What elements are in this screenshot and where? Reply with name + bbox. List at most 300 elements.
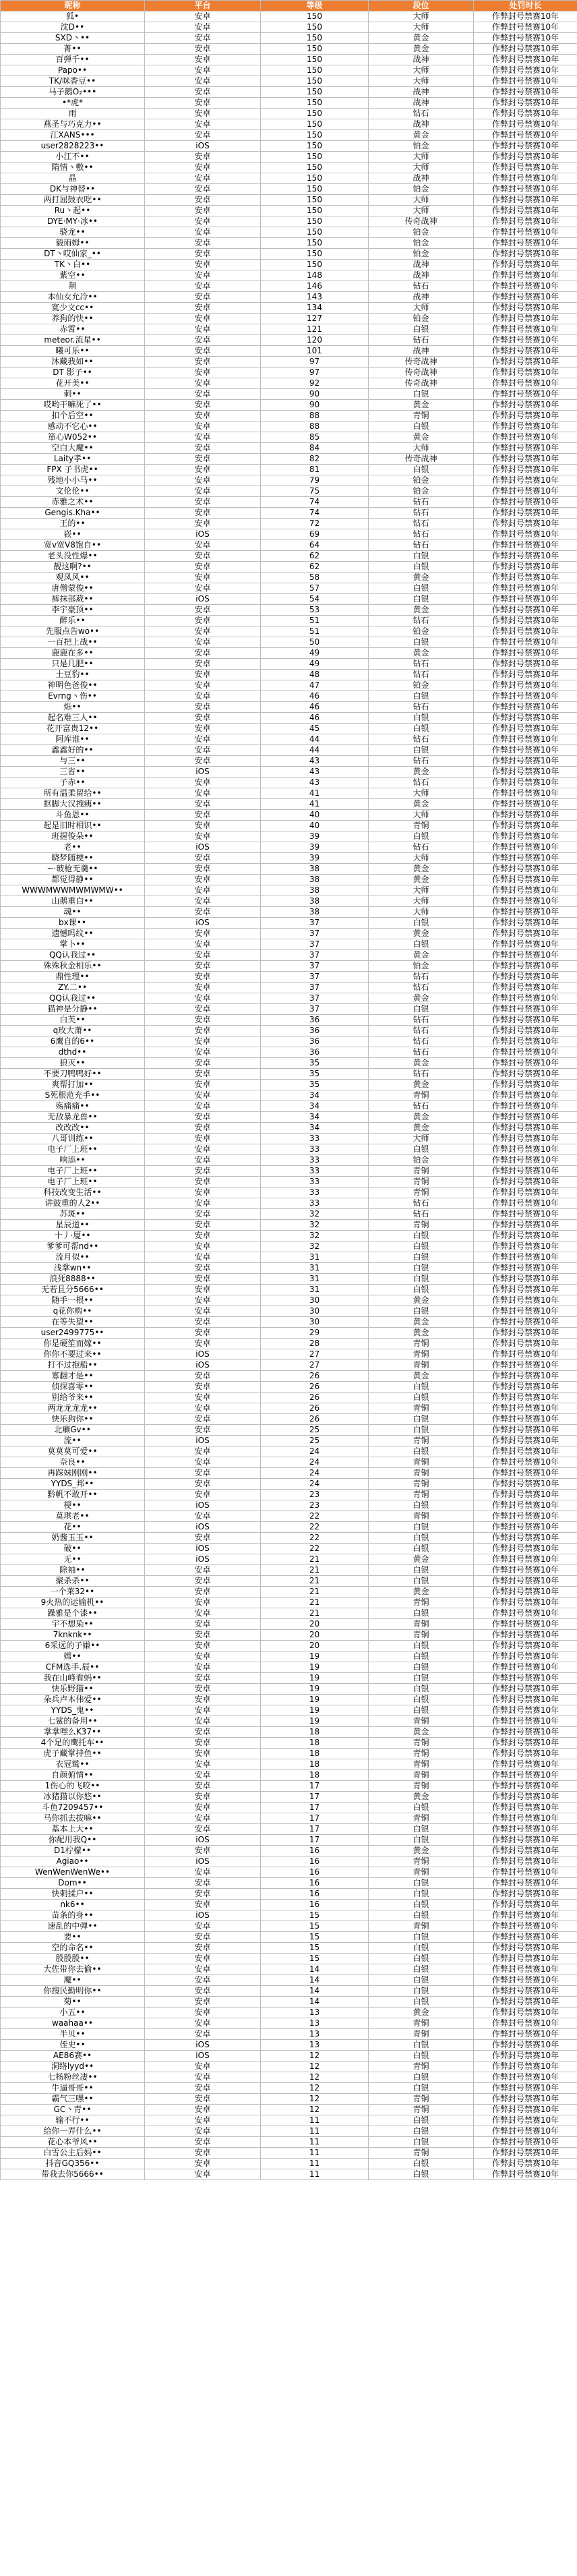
cell-level: 32 bbox=[261, 1209, 369, 1220]
cell-rank: 铂金 bbox=[369, 184, 474, 195]
cell-nickname: bx课•• bbox=[1, 918, 145, 929]
table-row bbox=[1, 1500, 577, 1511]
cell-level: 150 bbox=[261, 119, 369, 130]
table-row bbox=[1, 1403, 577, 1414]
table-row bbox=[1, 1964, 577, 1975]
cell-level: 31 bbox=[261, 1263, 369, 1274]
cell-rank: 青铜 bbox=[369, 1188, 474, 1198]
cell-platform: 安卓 bbox=[145, 400, 261, 411]
cell-rank: 大师 bbox=[369, 303, 474, 314]
cell-platform: 安卓 bbox=[145, 1878, 261, 1889]
cell-nickname: 输不行•• bbox=[1, 2115, 145, 2126]
cell-penalty: 作弊封号禁赛10年 bbox=[474, 1188, 577, 1198]
table-row bbox=[1, 907, 577, 918]
cell-level: 26 bbox=[261, 1393, 369, 1403]
cell-penalty: 作弊封号禁赛10年 bbox=[474, 1576, 577, 1587]
cell-platform: 安卓 bbox=[145, 1306, 261, 1317]
cell-level: 48 bbox=[261, 670, 369, 680]
cell-level: 13 bbox=[261, 2018, 369, 2029]
cell-platform: 安卓 bbox=[145, 1069, 261, 1080]
cell-penalty: 作弊封号禁赛10年 bbox=[474, 292, 577, 303]
table-row bbox=[1, 983, 577, 993]
cell-platform: 安卓 bbox=[145, 1587, 261, 1598]
cell-platform: 安卓 bbox=[145, 1695, 261, 1705]
cell-level: 134 bbox=[261, 303, 369, 314]
cell-level: 32 bbox=[261, 1241, 369, 1252]
cell-rank: 青铜 bbox=[369, 1630, 474, 1641]
cell-nickname: 先服点告wo•• bbox=[1, 626, 145, 637]
cell-rank: 钻石 bbox=[369, 983, 474, 993]
cell-nickname: 霸气三嘿•• bbox=[1, 2094, 145, 2105]
cell-nickname: Laity孝•• bbox=[1, 454, 145, 465]
cell-level: 18 bbox=[261, 1770, 369, 1781]
cell-platform: 安卓 bbox=[145, 810, 261, 821]
cell-rank: 白银 bbox=[369, 1241, 474, 1252]
table-row bbox=[1, 1490, 577, 1500]
cell-penalty: 作弊封号禁赛10年 bbox=[474, 810, 577, 821]
cell-penalty: 作弊封号禁赛10年 bbox=[474, 529, 577, 540]
table-row bbox=[1, 1123, 577, 1134]
cell-penalty: 作弊封号禁赛10年 bbox=[474, 281, 577, 292]
table-row bbox=[1, 1436, 577, 1446]
cell-level: 21 bbox=[261, 1598, 369, 1608]
table-row bbox=[1, 1770, 577, 1781]
cell-level: 15 bbox=[261, 1954, 369, 1964]
cell-level: 15 bbox=[261, 1943, 369, 1954]
cell-platform: 安卓 bbox=[145, 1317, 261, 1328]
cell-platform: 安卓 bbox=[145, 1393, 261, 1403]
cell-rank: 青铜 bbox=[369, 2148, 474, 2159]
cell-penalty: 作弊封号禁赛10年 bbox=[474, 1565, 577, 1576]
cell-level: 150 bbox=[261, 184, 369, 195]
table-row bbox=[1, 864, 577, 875]
table-row bbox=[1, 1900, 577, 1910]
cell-level: 25 bbox=[261, 1425, 369, 1436]
cell-level: 84 bbox=[261, 443, 369, 454]
cell-nickname: 一百把上战•• bbox=[1, 637, 145, 648]
cell-penalty: 作弊封号禁赛10年 bbox=[474, 2094, 577, 2105]
cell-level: 37 bbox=[261, 918, 369, 929]
cell-penalty: 作弊封号禁赛10年 bbox=[474, 44, 577, 55]
cell-penalty: 作弊封号禁赛10年 bbox=[474, 2008, 577, 2018]
cell-penalty: 作弊封号禁赛10年 bbox=[474, 1047, 577, 1058]
cell-platform: 安卓 bbox=[145, 1598, 261, 1608]
cell-level: 15 bbox=[261, 1932, 369, 1943]
cell-penalty: 作弊封号禁赛10年 bbox=[474, 670, 577, 680]
cell-penalty: 作弊封号禁赛10年 bbox=[474, 702, 577, 713]
cell-level: 35 bbox=[261, 1080, 369, 1090]
cell-level: 23 bbox=[261, 1500, 369, 1511]
table-row bbox=[1, 1285, 577, 1295]
table-row bbox=[1, 1112, 577, 1123]
cell-level: 39 bbox=[261, 853, 369, 864]
cell-platform: 安卓 bbox=[145, 864, 261, 875]
cell-rank: 白银 bbox=[369, 1889, 474, 1900]
cell-penalty: 作弊封号禁赛10年 bbox=[474, 2159, 577, 2169]
cell-level: 97 bbox=[261, 357, 369, 368]
cell-rank: 大师 bbox=[369, 163, 474, 173]
cell-platform: iOS bbox=[145, 594, 261, 605]
cell-nickname: 斗鱼7209457•• bbox=[1, 1803, 145, 1813]
cell-platform: 安卓 bbox=[145, 314, 261, 324]
cell-rank: 青铜 bbox=[369, 1349, 474, 1360]
cell-level: 24 bbox=[261, 1468, 369, 1479]
cell-platform: 安卓 bbox=[145, 745, 261, 756]
table-row bbox=[1, 1393, 577, 1403]
cell-penalty: 作弊封号禁赛10年 bbox=[474, 55, 577, 65]
cell-level: 11 bbox=[261, 2115, 369, 2126]
cell-rank: 青铜 bbox=[369, 821, 474, 831]
cell-level: 88 bbox=[261, 421, 369, 432]
table-row bbox=[1, 961, 577, 972]
cell-penalty: 作弊封号禁赛10年 bbox=[474, 1393, 577, 1403]
cell-nickname: 给你一弄什么•• bbox=[1, 2126, 145, 2137]
cell-level: 146 bbox=[261, 281, 369, 292]
table-row bbox=[1, 141, 577, 152]
cell-penalty: 作弊封号禁赛10年 bbox=[474, 983, 577, 993]
cell-platform: 安卓 bbox=[145, 2094, 261, 2105]
cell-platform: 安卓 bbox=[145, 173, 261, 184]
cell-penalty: 作弊封号禁赛10年 bbox=[474, 1155, 577, 1166]
cell-rank: 白银 bbox=[369, 2126, 474, 2137]
cell-rank: 青铜 bbox=[369, 1759, 474, 1770]
cell-rank: 黄金 bbox=[369, 799, 474, 810]
cell-platform: 安卓 bbox=[145, 907, 261, 918]
cell-penalty: 作弊封号禁赛10年 bbox=[474, 216, 577, 227]
cell-level: 16 bbox=[261, 1878, 369, 1889]
cell-platform: 安卓 bbox=[145, 2148, 261, 2159]
cell-rank: 白银 bbox=[369, 1900, 474, 1910]
cell-level: 21 bbox=[261, 1587, 369, 1598]
cell-rank: 白银 bbox=[369, 1393, 474, 1403]
table-row bbox=[1, 702, 577, 713]
cell-platform: 安卓 bbox=[145, 1177, 261, 1188]
cell-platform: 安卓 bbox=[145, 1727, 261, 1738]
cell-platform: 安卓 bbox=[145, 1371, 261, 1382]
table-row bbox=[1, 1058, 577, 1069]
cell-platform: 安卓 bbox=[145, 1155, 261, 1166]
cell-nickname: 你你不要过来•• bbox=[1, 1349, 145, 1360]
cell-nickname: 无敌暴龙兽•• bbox=[1, 1112, 145, 1123]
cell-level: 150 bbox=[261, 260, 369, 270]
cell-level: 36 bbox=[261, 1047, 369, 1058]
cell-rank: 青铜 bbox=[369, 1360, 474, 1371]
cell-level: 150 bbox=[261, 249, 369, 260]
cell-penalty: 作弊封号禁赛10年 bbox=[474, 346, 577, 357]
cell-rank: 钻石 bbox=[369, 497, 474, 508]
cell-level: 15 bbox=[261, 1921, 369, 1932]
cell-rank: 黄金 bbox=[369, 1080, 474, 1090]
table-row bbox=[1, 573, 577, 583]
cell-rank: 白银 bbox=[369, 2040, 474, 2051]
table-row bbox=[1, 2008, 577, 2018]
cell-platform: 安卓 bbox=[145, 626, 261, 637]
table-row bbox=[1, 929, 577, 939]
cell-penalty: 作弊封号禁赛10年 bbox=[474, 260, 577, 270]
cell-level: 150 bbox=[261, 55, 369, 65]
header-platform: 平台 bbox=[145, 1, 261, 11]
cell-nickname: q玫大萧•• bbox=[1, 1026, 145, 1036]
cell-level: 40 bbox=[261, 810, 369, 821]
cell-nickname: 快刺揉户•• bbox=[1, 1889, 145, 1900]
cell-rank: 白银 bbox=[369, 939, 474, 950]
cell-nickname: 遗憾吗纹•• bbox=[1, 929, 145, 939]
cell-level: 24 bbox=[261, 1479, 369, 1490]
cell-platform: 安卓 bbox=[145, 2008, 261, 2018]
cell-nickname: 破•• bbox=[1, 1544, 145, 1554]
cell-penalty: 作弊封号禁赛10年 bbox=[474, 594, 577, 605]
cell-rank: 黄金 bbox=[369, 767, 474, 778]
cell-platform: 安卓 bbox=[145, 1608, 261, 1619]
cell-nickname: 山鹅重白•• bbox=[1, 896, 145, 907]
cell-nickname: DT丶哎仙家_•• bbox=[1, 249, 145, 260]
cell-rank: 钻石 bbox=[369, 756, 474, 767]
cell-level: 11 bbox=[261, 2137, 369, 2148]
cell-level: 26 bbox=[261, 1371, 369, 1382]
table-row bbox=[1, 756, 577, 767]
cell-level: 32 bbox=[261, 1231, 369, 1241]
cell-nickname: DT 影子•• bbox=[1, 368, 145, 378]
cell-nickname: 侦探喜零•• bbox=[1, 1382, 145, 1393]
cell-platform: 安卓 bbox=[145, 1533, 261, 1544]
cell-level: 19 bbox=[261, 1705, 369, 1716]
table-row bbox=[1, 98, 577, 109]
cell-platform: 安卓 bbox=[145, 896, 261, 907]
cell-platform: 安卓 bbox=[145, 1015, 261, 1026]
cell-penalty: 作弊封号禁赛10年 bbox=[474, 454, 577, 465]
cell-level: 14 bbox=[261, 1997, 369, 2008]
cell-nickname: 1伤心的飞咬•• bbox=[1, 1781, 145, 1792]
cell-nickname: 箪心W052•• bbox=[1, 432, 145, 443]
cell-rank: 白银 bbox=[369, 1932, 474, 1943]
cell-level: 18 bbox=[261, 1727, 369, 1738]
cell-rank: 铂金 bbox=[369, 680, 474, 691]
cell-rank: 大师 bbox=[369, 810, 474, 821]
table-row bbox=[1, 616, 577, 626]
cell-platform: 安卓 bbox=[145, 713, 261, 724]
cell-nickname: 阿库谁•• bbox=[1, 734, 145, 745]
cell-nickname: Gengis.Kha•• bbox=[1, 508, 145, 519]
table-row bbox=[1, 357, 577, 368]
cell-platform: 安卓 bbox=[145, 1198, 261, 1209]
cell-nickname: 再踩妹刚刚•• bbox=[1, 1468, 145, 1479]
cell-nickname: 你搜民勤明你•• bbox=[1, 1986, 145, 1997]
table-row bbox=[1, 670, 577, 680]
cell-rank: 青铜 bbox=[369, 1598, 474, 1608]
table-row bbox=[1, 249, 577, 260]
cell-penalty: 作弊封号禁赛10年 bbox=[474, 1856, 577, 1867]
cell-platform: 安卓 bbox=[145, 1511, 261, 1522]
cell-nickname: 扣个后空•• bbox=[1, 411, 145, 421]
cell-platform: 安卓 bbox=[145, 270, 261, 281]
table-row bbox=[1, 605, 577, 616]
cell-platform: 安卓 bbox=[145, 1630, 261, 1641]
cell-level: 43 bbox=[261, 756, 369, 767]
cell-nickname: 7knknk•• bbox=[1, 1630, 145, 1641]
cell-platform: 安卓 bbox=[145, 1112, 261, 1123]
table-row bbox=[1, 11, 577, 22]
cell-penalty: 作弊封号禁赛10年 bbox=[474, 173, 577, 184]
cell-nickname: 莫莫莫可爱•• bbox=[1, 1446, 145, 1457]
cell-level: 11 bbox=[261, 2169, 369, 2180]
cell-platform: 安卓 bbox=[145, 1964, 261, 1975]
cell-rank: 铂金 bbox=[369, 475, 474, 486]
cell-penalty: 作弊封号禁赛10年 bbox=[474, 519, 577, 529]
cell-level: 21 bbox=[261, 1608, 369, 1619]
table-row bbox=[1, 1598, 577, 1608]
cell-platform: 安卓 bbox=[145, 680, 261, 691]
header-rank: 段位 bbox=[369, 1, 474, 11]
cell-platform: 安卓 bbox=[145, 1457, 261, 1468]
table-row bbox=[1, 2159, 577, 2169]
cell-penalty: 作弊封号禁赛10年 bbox=[474, 1231, 577, 1241]
cell-platform: 安卓 bbox=[145, 2083, 261, 2094]
cell-penalty: 作弊封号禁赛10年 bbox=[474, 2115, 577, 2126]
cell-rank: 青铜 bbox=[369, 1166, 474, 1177]
cell-level: 12 bbox=[261, 2072, 369, 2083]
cell-penalty: 作弊封号禁赛10年 bbox=[474, 1457, 577, 1468]
cell-nickname: 响添•• bbox=[1, 1155, 145, 1166]
table-row bbox=[1, 1047, 577, 1058]
table-row bbox=[1, 400, 577, 411]
cell-platform: 安卓 bbox=[145, 98, 261, 109]
cell-rank: 白银 bbox=[369, 1252, 474, 1263]
cell-platform: 安卓 bbox=[145, 1220, 261, 1231]
cell-nickname: 刺•• bbox=[1, 389, 145, 400]
cell-rank: 战神 bbox=[369, 270, 474, 281]
cell-level: 21 bbox=[261, 1565, 369, 1576]
table-row bbox=[1, 1468, 577, 1479]
table-row bbox=[1, 1673, 577, 1684]
cell-rank: 黄金 bbox=[369, 1727, 474, 1738]
cell-penalty: 作弊封号禁赛10年 bbox=[474, 1846, 577, 1856]
table-row bbox=[1, 1651, 577, 1662]
table-row bbox=[1, 2105, 577, 2115]
table-row bbox=[1, 896, 577, 907]
cell-penalty: 作弊封号禁赛10年 bbox=[474, 33, 577, 44]
table-row bbox=[1, 2083, 577, 2094]
cell-nickname: 别给爷来•• bbox=[1, 1393, 145, 1403]
cell-penalty: 作弊封号禁赛10年 bbox=[474, 400, 577, 411]
cell-nickname: 都觉得静•• bbox=[1, 875, 145, 885]
cell-penalty: 作弊封号禁赛10年 bbox=[474, 648, 577, 659]
cell-penalty: 作弊封号禁赛10年 bbox=[474, 184, 577, 195]
cell-rank: 黄金 bbox=[369, 950, 474, 961]
table-row bbox=[1, 76, 577, 87]
cell-rank: 白银 bbox=[369, 2169, 474, 2180]
cell-rank: 白银 bbox=[369, 1684, 474, 1695]
cell-nickname: 李宇豪顶•• bbox=[1, 605, 145, 616]
cell-platform: 安卓 bbox=[145, 1414, 261, 1425]
cell-rank: 白银 bbox=[369, 421, 474, 432]
cell-platform: 安卓 bbox=[145, 1047, 261, 1058]
cell-rank: 白银 bbox=[369, 1943, 474, 1954]
cell-level: 12 bbox=[261, 2094, 369, 2105]
cell-rank: 钻石 bbox=[369, 1069, 474, 1080]
cell-platform: iOS bbox=[145, 767, 261, 778]
cell-nickname: 大佐带你去偷•• bbox=[1, 1964, 145, 1975]
table-row bbox=[1, 303, 577, 314]
cell-nickname: 衣冠鹫•• bbox=[1, 1759, 145, 1770]
cell-platform: 安卓 bbox=[145, 1781, 261, 1792]
cell-nickname: 紫空•• bbox=[1, 270, 145, 281]
cell-level: 14 bbox=[261, 1964, 369, 1975]
cell-rank: 战神 bbox=[369, 346, 474, 357]
cell-rank: 白银 bbox=[369, 583, 474, 594]
cell-nickname: 殇痛痛•• bbox=[1, 1101, 145, 1112]
cell-level: 18 bbox=[261, 1749, 369, 1759]
table-row bbox=[1, 1630, 577, 1641]
cell-rank: 青铜 bbox=[369, 1490, 474, 1500]
table-row bbox=[1, 2148, 577, 2159]
table-row bbox=[1, 519, 577, 529]
cell-platform: iOS bbox=[145, 1910, 261, 1921]
cell-level: 34 bbox=[261, 1112, 369, 1123]
table-row bbox=[1, 1943, 577, 1954]
table-row bbox=[1, 1544, 577, 1554]
cell-platform: 安卓 bbox=[145, 691, 261, 702]
cell-level: 21 bbox=[261, 1576, 369, 1587]
cell-rank: 钻石 bbox=[369, 1026, 474, 1036]
cell-level: 32 bbox=[261, 1220, 369, 1231]
table-row bbox=[1, 1975, 577, 1986]
cell-penalty: 作弊封号禁赛10年 bbox=[474, 141, 577, 152]
table-row bbox=[1, 486, 577, 497]
cell-platform: 安卓 bbox=[145, 2159, 261, 2169]
cell-level: 148 bbox=[261, 270, 369, 281]
cell-nickname: 鑫鑫好的•• bbox=[1, 745, 145, 756]
cell-platform: 安卓 bbox=[145, 1209, 261, 1220]
table-row bbox=[1, 1522, 577, 1533]
cell-nickname: 随手一根•• bbox=[1, 1295, 145, 1306]
cell-platform: 安卓 bbox=[145, 1058, 261, 1069]
cell-rank: 青铜 bbox=[369, 1716, 474, 1727]
cell-rank: 铂金 bbox=[369, 1155, 474, 1166]
cell-rank: 青铜 bbox=[369, 1177, 474, 1188]
cell-level: 36 bbox=[261, 1015, 369, 1026]
cell-rank: 白银 bbox=[369, 1414, 474, 1425]
cell-level: 19 bbox=[261, 1684, 369, 1695]
cell-rank: 青铜 bbox=[369, 1738, 474, 1749]
cell-rank: 青铜 bbox=[369, 2094, 474, 2105]
cell-platform: 安卓 bbox=[145, 1792, 261, 1803]
table-row bbox=[1, 529, 577, 540]
cell-rank: 青铜 bbox=[369, 2018, 474, 2029]
cell-platform: 安卓 bbox=[145, 853, 261, 864]
cell-platform: 安卓 bbox=[145, 152, 261, 163]
cell-rank: 铂金 bbox=[369, 961, 474, 972]
table-row bbox=[1, 1511, 577, 1522]
table-row bbox=[1, 2029, 577, 2040]
cell-platform: 安卓 bbox=[145, 1166, 261, 1177]
cell-rank: 青铜 bbox=[369, 2029, 474, 2040]
cell-level: 143 bbox=[261, 292, 369, 303]
cell-nickname: 速乱的中弹•• bbox=[1, 1921, 145, 1932]
cell-nickname: 子赤•• bbox=[1, 778, 145, 788]
cell-penalty: 作弊封号禁赛10年 bbox=[474, 1651, 577, 1662]
table-row bbox=[1, 1738, 577, 1749]
table-row bbox=[1, 65, 577, 76]
cell-nickname: 9火热的运输机•• bbox=[1, 1598, 145, 1608]
cell-platform: 安卓 bbox=[145, 249, 261, 260]
table-row bbox=[1, 1878, 577, 1889]
cell-platform: 安卓 bbox=[145, 1921, 261, 1932]
cell-level: 19 bbox=[261, 1695, 369, 1705]
cell-rank: 大师 bbox=[369, 195, 474, 206]
cell-level: 11 bbox=[261, 2159, 369, 2169]
cell-rank: 钻石 bbox=[369, 734, 474, 745]
cell-level: 31 bbox=[261, 1285, 369, 1295]
